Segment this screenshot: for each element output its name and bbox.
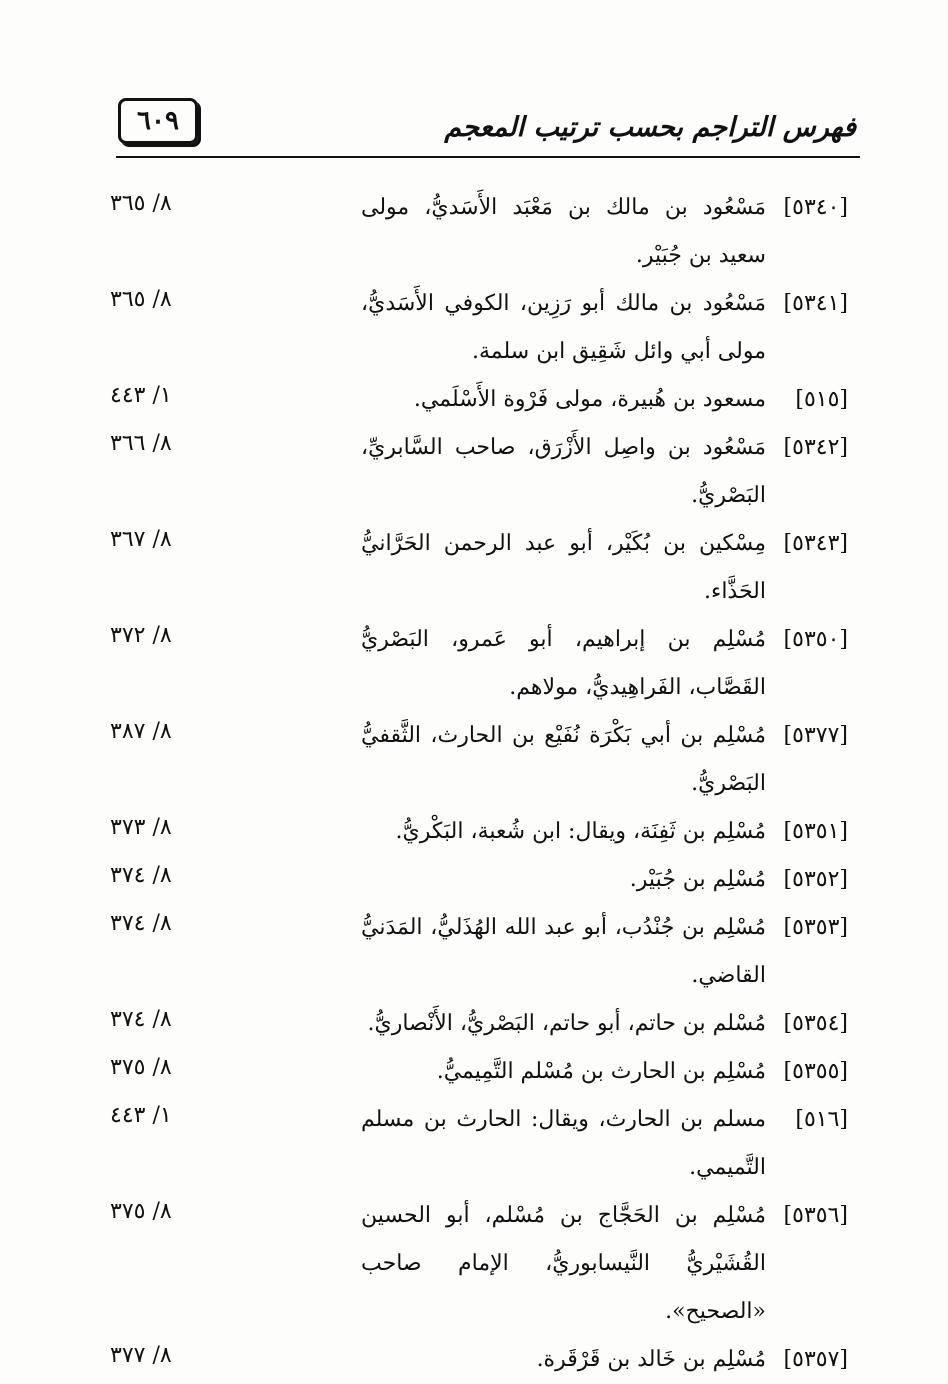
index-entry bbox=[110, 184, 848, 280]
entry-reference bbox=[110, 376, 361, 416]
volume-page: ٨/ ٣٧٣ bbox=[110, 815, 172, 840]
index-entry bbox=[110, 712, 848, 808]
index-entry bbox=[110, 856, 848, 904]
volume-page: ٨/ ٣٧٤ bbox=[110, 863, 172, 888]
index-entry bbox=[110, 616, 848, 712]
volume-page: ١/ ٤٤٣ bbox=[110, 1103, 172, 1128]
entry-reference bbox=[110, 904, 361, 944]
entry-number: [٥٣٥٠] bbox=[783, 627, 848, 652]
entry-number: [٥٣٥١] bbox=[783, 819, 848, 844]
index-entry bbox=[110, 280, 848, 376]
entry-reference bbox=[110, 1048, 361, 1088]
entry-reference bbox=[110, 808, 361, 848]
volume-page: ٨/ ٣٧٥ bbox=[110, 1055, 172, 1080]
index-entry bbox=[110, 808, 848, 856]
volume-page: ٨/ ٣٦٥ bbox=[110, 287, 172, 312]
entry-reference bbox=[110, 424, 361, 464]
entry-number: [٥١٥] bbox=[795, 387, 848, 412]
entry-number: [٥٣٤٢] bbox=[783, 435, 848, 460]
index-entry bbox=[110, 1336, 848, 1384]
entry-text: مُسْلِم بن جُنْدُب، أبو عبد الله الهُذَليُّ، المَدَنيُّ القاضي. bbox=[361, 915, 766, 988]
entry-text: مُسْلم بن حاتم، أبو حاتم، البَصْريُّ، الأَنْصاريُّ. bbox=[367, 1011, 766, 1036]
entry-text: مَسْعُود بن واصِل الأَزْرَق، صاحب السَّابريِّ، البَصْريُّ. bbox=[361, 435, 766, 508]
entry-number: [٥٣٥٣] bbox=[783, 915, 848, 940]
entry-number: [٥٣٤٠] bbox=[783, 195, 848, 220]
entry-reference bbox=[110, 616, 361, 656]
volume-page: ١/ ٤٤٣ bbox=[110, 383, 172, 408]
page-header bbox=[0, 0, 948, 170]
entry-number: [٥٣٥٤] bbox=[783, 1011, 848, 1036]
entry-text: مُسْلِم بن أبي بَكْرَة نُفَيْع بن الحارث، الثَّقفيُّ البَصْريُّ. bbox=[361, 723, 766, 796]
entry-text: مسعود بن هُبيرة، مولى فَرْوة الأَسْلَمي. bbox=[413, 387, 766, 412]
index-entry bbox=[110, 376, 848, 424]
index-entries bbox=[110, 184, 848, 1384]
entry-number: [٥٣٤٣] bbox=[783, 531, 848, 556]
entry-text: مُسْلِم بن الحَجَّاج بن مُسْلم، أبو الحسين القُشَيْريُّ النَّيسابوريُّ، الإمام صاحب «الصحيح». bbox=[361, 1203, 766, 1324]
entry-text: مسلم بن الحارث، ويقال: الحارث بن مسلم التَّميمي. bbox=[361, 1107, 766, 1180]
entry-text: مُسْلِم بن ثَفِنَة، ويقال: ابن شُعبة، البَكْريُّ. bbox=[395, 819, 766, 844]
entry-reference bbox=[110, 1000, 361, 1040]
volume-page: ٨/ ٣٧٧ bbox=[110, 1343, 172, 1368]
volume-page: ٨/ ٣٧٥ bbox=[110, 1199, 172, 1224]
volume-page: ٨/ ٣٨٧ bbox=[110, 719, 172, 744]
entry-reference bbox=[110, 520, 361, 560]
entry-text: مُسْلِم بن جُبَيْر. bbox=[629, 867, 766, 892]
volume-page: ٨/ ٣٧٤ bbox=[110, 911, 172, 936]
entry-number: [٥٣٧٧] bbox=[783, 723, 848, 748]
volume-page: ٨/ ٣٦٦ bbox=[110, 431, 172, 456]
entry-reference bbox=[110, 856, 361, 896]
volume-page: ٨/ ٣٦٧ bbox=[110, 527, 172, 552]
entry-text: مَسْعُود بن مالك أبو رَزِين، الكوفي الأَسَديُّ، مولى أبي وائل شَقِيق ابن سلمة. bbox=[361, 291, 766, 364]
entry-reference bbox=[110, 184, 361, 224]
entry-number: [٥٣٥٢] bbox=[783, 867, 848, 892]
index-entry bbox=[110, 1192, 848, 1336]
entry-text: مُسْلِم بن الحارث بن مُسْلم التَّمِيميُّ. bbox=[436, 1059, 766, 1084]
index-entry bbox=[110, 1000, 848, 1048]
entry-number: [٥٣٥٧] bbox=[783, 1347, 848, 1372]
entry-text: مُسْلِم بن خَالد بن قَرْقَرة. bbox=[536, 1347, 766, 1372]
volume-page: ٨/ ٣٧٤ bbox=[110, 1007, 172, 1032]
entry-text: مِسْكين بن بُكَيْر، أبو عبد الرحمن الحَرَّانيُّ الحَذَّاء. bbox=[361, 531, 766, 604]
entry-text: مَسْعُود بن مالك بن مَعْبَد الأَسَديُّ، مولى سعيد بن جُبَيْر. bbox=[361, 195, 766, 268]
volume-page: ٨/ ٣٦٥ bbox=[110, 191, 172, 216]
entry-text: مُسْلِم بن إبراهيم، أبو عَمرو، البَصْريُّ القَصَّاب، الفَراهِيديُّ، مولاهم. bbox=[361, 627, 766, 700]
index-entry bbox=[110, 1048, 848, 1096]
index-entry bbox=[110, 904, 848, 1000]
index-entry bbox=[110, 1096, 848, 1192]
volume-page: ٨/ ٣٧٢ bbox=[110, 623, 172, 648]
index-entry bbox=[110, 520, 848, 616]
entry-reference bbox=[110, 280, 361, 320]
index-entry bbox=[110, 424, 848, 520]
running-title: فهرس التراجم بحسب ترتيب المعجم bbox=[444, 112, 856, 143]
entry-reference bbox=[110, 712, 361, 752]
entry-number: [٥٣٥٥] bbox=[783, 1059, 848, 1084]
entry-reference bbox=[110, 1192, 361, 1232]
header-rule bbox=[116, 156, 860, 158]
entry-reference bbox=[110, 1096, 361, 1136]
entry-number: [٥٣٤١] bbox=[783, 291, 848, 316]
entry-number: [٥٣٥٦] bbox=[783, 1203, 848, 1228]
page-number: ٦٠٩ bbox=[118, 98, 198, 144]
entry-reference bbox=[110, 1336, 361, 1376]
entry-number: [٥١٦] bbox=[795, 1107, 848, 1132]
